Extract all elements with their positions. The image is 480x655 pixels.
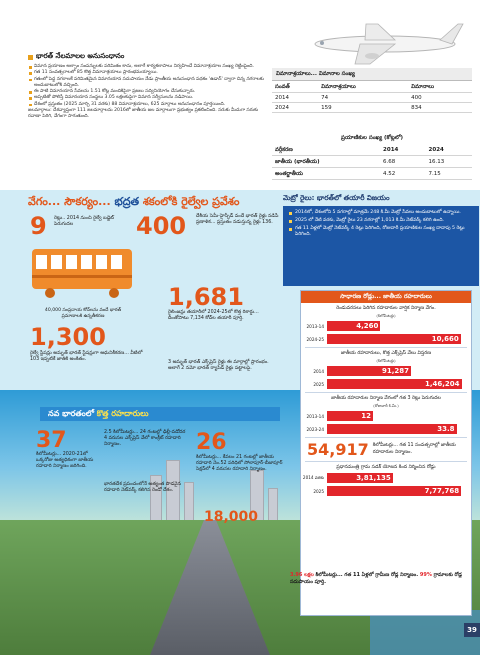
metro-bullet: 2025 లో నేటి వరకు, మెట్రో రైలు 23 నగరాల్లో 1,013 కి.మీ నెట్‌వర్క్ కలిగి ఉంది.	[289, 218, 473, 224]
table-cell: 159	[318, 103, 408, 113]
stat-37km-text: కిలోమీటర్లు... 2020-21లో ఒక్కరోజు అత్యధికంగా జాతీయ రహదారి నిర్మాణం జరిగింది.	[36, 452, 94, 470]
table-cell: 2014	[272, 93, 318, 103]
bar	[327, 486, 461, 496]
page-number: 39	[464, 623, 480, 637]
daily-unit: (రోజువారీ కి.మీ.)	[373, 403, 399, 408]
daily-bar-chart	[301, 410, 471, 435]
table-cell: 16.13	[426, 156, 472, 168]
highway-heading-part: నవ భారతంలో	[48, 409, 97, 418]
bar-year-label: 2014 వరకు	[302, 474, 324, 480]
highway-network-text: భారతదేశ ప్రపంచంలోనే అత్యంత పొడవైన రహదారి నెట్‌వర్క్ కలిగిన రెండో దేశం.	[104, 482, 181, 494]
bar-value-label: 91,287	[381, 367, 409, 375]
airport-table	[272, 68, 472, 113]
passenger-table	[272, 132, 472, 180]
bar-value-label: 7,77,768	[424, 487, 460, 495]
heading-marker-icon	[28, 55, 33, 60]
bar-year-label: 2025	[313, 381, 324, 387]
divider	[305, 347, 467, 348]
table-row	[272, 103, 472, 113]
passenger-table-title: ప్రయాణికుల సంఖ్య (కోట్లలో)	[340, 135, 404, 141]
aviation-section	[0, 0, 480, 190]
metro-heading: మెట్రో రైలు: భారత్‌లో తయారీ విజయం	[283, 194, 390, 202]
aviation-text-block	[28, 52, 268, 121]
stat-37km: 37	[36, 428, 67, 453]
bar-track	[327, 366, 465, 376]
table-header: విమానాలు	[408, 81, 472, 93]
bar-track	[327, 321, 465, 331]
bar-value-label: 1,46,204	[424, 380, 460, 388]
bar	[327, 366, 411, 376]
table-cell: 7.15	[426, 168, 472, 180]
rural-bar-chart	[301, 472, 471, 497]
nh-unit: (కిలోమీటర్లు)	[376, 313, 396, 318]
aviation-bullet: ఈ పాటి విమానయాన సేవలను 1.51 కోట్ల మందికిపైగా ప్రజలు సద్వినియోగం చేసుకున్నారు.	[28, 89, 268, 95]
rail-heading-highlight: భద్రత	[114, 195, 140, 208]
aviation-bullet: విమాన ప్రయాణం అల్పాం సంపన్నులకు పరిమితం కాదు, అలాగే కార్యకలాపాలు నిర్వహించే విమానాశ్రయాల సంఖ్య రెట్టింపైంది.	[28, 64, 268, 70]
stat-stations-text: రైల్వే స్టేషన్లు అమృత్ భారత్ స్టేషన్లుగా ఆధునికీకరణ... వీటిలో 103 ఇప్పటికే జాతికి అంకితం.	[30, 351, 143, 363]
stat-54917: 54,917	[307, 440, 369, 459]
divider	[305, 461, 467, 462]
table-header: వర్గీకరణ	[272, 144, 380, 156]
bar-year-label: 2025	[313, 488, 324, 494]
metro-box	[283, 206, 479, 286]
bar-row	[301, 472, 471, 484]
rural-caption: ప్రధానమంత్రి గ్రామ సడక్ యోజన కింద నిర్మించిన రోడ్లు	[336, 465, 436, 470]
daily-caption: జాతీయ రహదారుల నిర్మాణ వేగంలో గత 3 రెట్లు పెరుగుదల	[331, 396, 441, 401]
train-caption: 40,000 సంప్రదాయ కోచ్‌లను వందే భారత్ ప్రమాణాలకి ఉన్నతీకరణ	[44, 308, 122, 319]
bar-track	[327, 486, 465, 496]
stat-18000: 18,000	[204, 509, 259, 525]
bar	[327, 424, 457, 434]
aviation-heading-text: భారత్ నేలమాలల అనుసంధానం	[36, 52, 125, 60]
stat-vande-bharat: 400	[136, 212, 187, 240]
divider	[305, 392, 467, 393]
stat-budget-multiplier: 9	[30, 212, 47, 240]
bar	[327, 321, 380, 331]
bar-track	[327, 334, 465, 344]
bar-track	[327, 473, 465, 483]
table-cell: 4.52	[380, 168, 426, 180]
stat-54917-text: కిలోమీటర్లు... గత 11 సంవత్సరాల్లో జాతీయ రహదారుల నిర్మాణం.	[372, 443, 456, 455]
bar-value-label: 3,81,135	[356, 474, 391, 482]
metro-bullet: 2014లో, దేశంలోని 5 నగరాల్లో మాత్రమే 248 కి.మీ మెట్రో సేవలు అందుబాటులో ఉన్నాయి.	[289, 210, 473, 216]
bar	[327, 379, 462, 389]
table-header: విమానాశ్రయాలు	[318, 81, 408, 93]
total-bar-chart	[301, 365, 471, 390]
bar-track	[327, 424, 465, 434]
stat-locomotives: 1,681	[168, 283, 244, 311]
bar	[327, 473, 393, 483]
road-statistics-panel	[300, 290, 472, 616]
bar-value-label: 12	[361, 412, 371, 420]
bar-row	[301, 410, 471, 422]
stat-26km-text: కిలోమీటర్లు... కేవలం 21 గంటల్లో జాతీయ రహదారి నెం.52 పరిధిలో సోలాపూర్-బీజాపూర్ సెక్షన్‌లో 4 వరుసల రహదారి నిర్మాణం.	[196, 455, 283, 473]
bar-year-label: 2013-14	[306, 413, 324, 419]
bar-row	[301, 333, 471, 345]
highway-heading-highlight: కొత్త రహదారులు	[96, 409, 149, 418]
rural-highlight: 99%	[419, 572, 432, 578]
rural-highlight: 3.96 లక్షల	[290, 572, 314, 578]
bar-row	[301, 423, 471, 435]
bar-year-label: 2013-14	[306, 323, 324, 329]
nh-bar-chart	[301, 320, 471, 345]
aviation-bullet: దేశంలో ప్రస్తుతం (2025 మార్చి 31 వరకు) 88 విమానాశ్రయాలు, 625 మార్గాలు అనుసంధానం పూర్తయింది.	[28, 102, 268, 108]
total-caption: జాతీయ రహదారులు, కొత్త ఎక్స్‌ప్రెస్ వేలు విస్తరణ	[340, 351, 432, 356]
metro-bullet: గత 11 ఏళ్లలో మెట్రో నెట్‌వర్క్ 4 రెట్లు పెరిగింది, రోజువారీ ప్రయాణికుల సంఖ్య దాదాపు 5 రెట్లు పెరిగింది.	[289, 226, 473, 238]
table-cell: అంతర్జాతీయ	[272, 168, 380, 180]
airport-table-title: విమానాశ్రయాలు... విమానాల సంఖ్య	[272, 68, 472, 81]
highway-concrete-text: 2.5 కిలోమీటర్లు... 24 గంటల్లో ఢిల్లీ-వడోదర 4 వరుసల ఎక్స్‌ప్రెస్ వేలో కాంక్రీట్ రహదారి నిర్మాణం.	[104, 430, 186, 448]
table-cell: 74	[318, 93, 408, 103]
stat-26km: 26	[196, 430, 227, 455]
table-cell: 400	[408, 93, 472, 103]
stat-stations: 1,300	[30, 323, 106, 351]
infrastructure-section	[0, 190, 480, 655]
airplane-image	[300, 18, 465, 68]
rail-heading-part: వేగం... సౌకర్యం...	[28, 195, 115, 208]
bar-year-label: 2023-24	[306, 426, 324, 432]
bar-value-label: 4,260	[356, 322, 379, 330]
table-row	[272, 156, 472, 168]
bar-track	[327, 379, 465, 389]
rural-text-part: కిలోమీటర్లు... గత 11 ఏళ్లలో గ్రామీణ రోడ్ల నిర్మాణం.	[313, 572, 420, 578]
road-panel-heading: సాధారణ రోడ్లు... జాతీయ రహదారులు	[301, 291, 471, 303]
waterways-text: జలమార్గాలు: దేశవ్యాప్తంగా 111 జలమార్గాలను 2016లో జాతీయ జల మార్గాలుగా ప్రభుత్వం ప్రకటించింది. సరుకు మీదుగా సరుకు రవాణా పెరిగి, వేగంగా సాగుతుంది.	[28, 108, 259, 120]
divider	[305, 437, 467, 438]
aviation-bullet: అప్పటితో పోలిస్తే విమానయాన సంస్థలు 3.05 లక్షలకుపైగా విమాన సర్వీసులను నడిపాయి.	[28, 95, 268, 101]
total-unit: (కిలోమీటర్లు)	[376, 358, 396, 363]
bar-row	[301, 365, 471, 377]
bar-year-label: 2024-25	[306, 336, 324, 342]
bar-value-label: 33.8	[437, 425, 455, 433]
aviation-heading	[28, 52, 268, 62]
table-header-row	[272, 81, 472, 93]
table-row	[272, 168, 472, 180]
bar-year-label: 2014	[313, 368, 324, 374]
airport-data-table	[272, 81, 472, 113]
rural-text-part: గ్రామాలకు రోడ్ల సదుపాయం పూర్తి.	[290, 572, 462, 585]
table-cell: 2024	[272, 103, 318, 113]
highway-heading	[40, 407, 280, 421]
aviation-bullet: గత 11 సంవత్సరాలలో 85 కొత్త విమానాశ్రయాలు ప్రారంభమయ్యాయి.	[28, 70, 268, 76]
stat-budget-text: రెట్లు.. 2014 నుంచి రైల్వే బడ్జెట్ పెరుగుదల	[54, 216, 114, 228]
table-header: సంవత్	[272, 81, 318, 93]
table-header: 2024	[426, 144, 472, 156]
bar-track	[327, 411, 465, 421]
stat-vande-bharat-text: దేశీయ సెమీ-హైస్పీడ్ వందే భారత్ రైళ్లు నడిపే ప్రణాళిక... ప్రస్తుతం నడుస్తున్న రైళ్లు 136.	[196, 214, 279, 226]
rail-heading	[28, 195, 239, 211]
nh-caption: రెండువరసలు పెరిగిన రహదారుల వార్షిక నిర్మాణ వేగం.	[336, 306, 436, 311]
table-cell: 6.68	[380, 156, 426, 168]
stat-54917-row	[301, 440, 471, 459]
table-cell: జాతీయ (భారతీయ)	[272, 156, 380, 168]
passenger-data-table	[272, 144, 472, 180]
bar-row	[301, 485, 471, 497]
bar-row	[301, 320, 471, 332]
table-header: 2014	[380, 144, 426, 156]
bar-value-label: 10,660	[431, 335, 459, 343]
rural-roads-summary	[290, 572, 472, 585]
bar	[327, 411, 373, 421]
table-row	[272, 93, 472, 103]
aviation-bullet: గతంలో పెద్ద నగరాలకే పరిమితమైన విమానయాన సదుపాయం నేడు ప్రాంతీయ అనుసంధాన పథకం 'ఉడాన్' ద్వారా చిన్న నగరాలకు అందుబాటులోకి వచ్చింది.	[28, 77, 268, 90]
table-cell: 834	[408, 103, 472, 113]
train-coach-icon	[28, 245, 136, 301]
stat-locomotives-text: రైలింజన్లు తయారీలో 2024-25లో కొత్త రికార్డు... దీంతోపాటు 7,134 కోచ్‌ల తయారీ పూర్తి.	[168, 310, 259, 322]
bar	[327, 334, 461, 344]
rail-heading-part: శకంలోకి రైల్వేల ప్రవేశం	[139, 195, 240, 208]
bar-row	[301, 378, 471, 390]
amrit-bharat-text: 3 అమృత్ భారత్ ఎక్స్‌ప్రెస్ రైళ్లు ఈ మార్గాల్లో ప్రారంభం. అలాగే 2 నమో భారత్ ర్యాపిడ్ రైళ్లు పట్టాలపై.	[168, 360, 269, 372]
table-header-row	[272, 144, 472, 156]
